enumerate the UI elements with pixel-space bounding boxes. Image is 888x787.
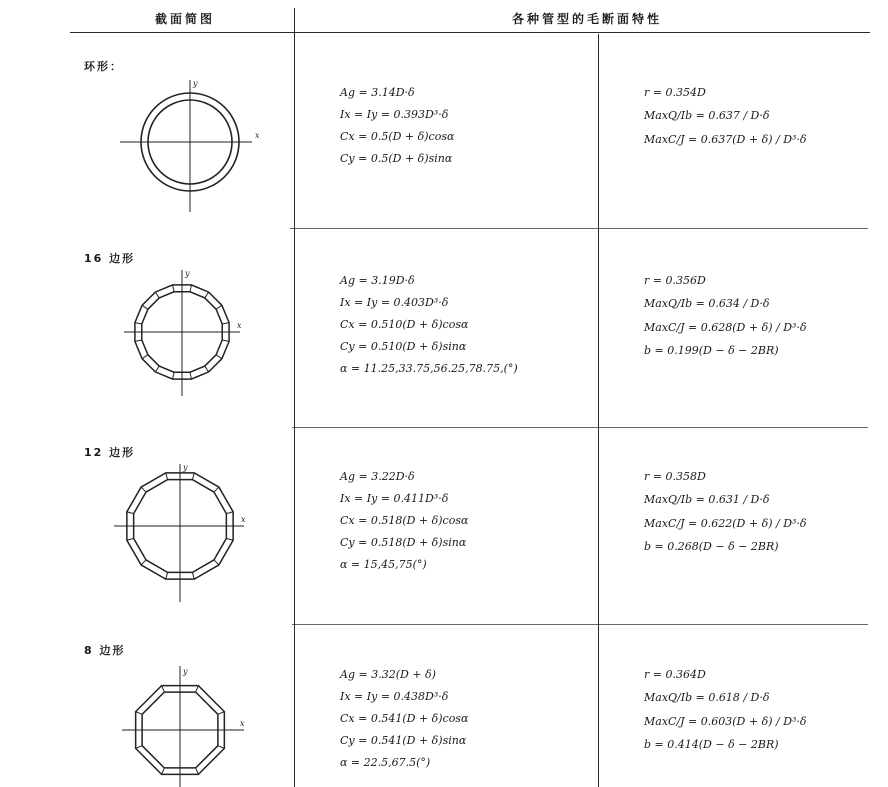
result-line: r = 0.354D [644,86,706,99]
polygon-corner-seam [218,712,224,715]
x-axis-label: x [240,719,245,728]
result-line: MaxQ/Ib = 0.634 / D·δ [644,297,770,310]
result-line: MaxC/J = 0.603(D + δ) / D³·δ [644,715,807,728]
polygon-corner-seam [205,366,209,372]
y-axis-label: y [193,79,198,88]
header-right: 各种管型的毛断面特性 [512,12,663,26]
polygon-corner-seam [216,305,222,309]
polygon-corner-seam [136,746,142,749]
polygon-corner-seam [173,372,174,379]
x-axis-label: x [241,515,246,524]
polygon-corner-seam [166,572,168,579]
column-divider-2 [598,34,599,787]
polygon-corner-seam [214,560,219,565]
row-label-8gon: 8 边形 [84,644,126,657]
header-rule [70,32,870,33]
row-label-12gon: 12 边形 [84,446,136,459]
polygon8-results [644,664,807,756]
prop-line: α = 11.25,33.75,56.25,78.75,(°) [340,362,518,375]
polygon-corner-seam [136,712,142,715]
polygon-corner-seam [127,512,134,514]
row-rule-2 [292,427,868,428]
result-line: MaxC/J = 0.622(D + δ) / D³·δ [644,517,807,530]
result-line: b = 0.268(D − δ − 2BR) [644,540,779,553]
polygon12-section-figure [110,462,250,604]
x-axis-label: x [255,131,260,140]
prop-line: Ix = Iy = 0.393D³·δ [340,108,449,121]
result-line: r = 0.356D [644,274,706,287]
polygon12-results [644,466,807,558]
prop-line: α = 22.5,67.5(°) [340,756,431,769]
ring-results [644,82,807,152]
row-rule-3 [292,624,868,625]
polygon-corner-seam [190,285,191,292]
ring-properties [340,82,454,170]
polygon-corner-seam [226,512,233,514]
row-label-16gon: 16 边形 [84,252,136,265]
polygon-corner-seam [226,538,233,540]
polygon-corner-seam [192,473,194,480]
prop-line: α = 15,45,75(°) [340,558,427,571]
x-axis-label: x [237,321,242,330]
polygon-corner-seam [135,340,142,341]
polygon-corner-seam [155,366,159,372]
polygon8-properties [340,664,468,774]
polygon-corner-seam [192,572,194,579]
result-line: MaxQ/Ib = 0.631 / D·δ [644,493,770,506]
prop-line: Cx = 0.5(D + δ)cosα [340,130,455,143]
polygon-corner-seam [166,473,168,480]
column-divider-1 [294,8,295,787]
polygon-corner-seam [162,768,165,774]
polygon-corner-seam [196,768,199,774]
header-left: 截面简图 [155,12,216,26]
polygon12-properties [340,466,468,576]
result-line: b = 0.199(D − δ − 2BR) [644,344,779,357]
polygon-corner-seam [142,305,148,309]
prop-line: Cy = 0.5(D + δ)sinα [340,152,453,165]
polygon-corner-seam [196,686,199,692]
prop-line: Cy = 0.541(D + δ)sinα [340,734,467,747]
y-axis-label: y [183,667,188,676]
polygon-corner-seam [162,686,165,692]
polygon-corner-seam [141,560,146,565]
result-line: MaxC/J = 0.637(D + δ) / D³·δ [644,133,807,146]
prop-line: Ag = 3.32(D + δ) [340,668,436,681]
result-line: b = 0.414(D − δ − 2BR) [644,738,779,751]
ring-section-figure [112,76,264,216]
prop-line: Cx = 0.510(D + δ)cosα [340,318,469,331]
result-line: MaxC/J = 0.628(D + δ) / D³·δ [644,321,807,334]
prop-line: Cx = 0.518(D + δ)cosα [340,514,469,527]
prop-line: Cy = 0.518(D + δ)sinα [340,536,467,549]
polygon-corner-seam [141,487,146,492]
result-line: r = 0.364D [644,668,706,681]
result-line: r = 0.358D [644,470,706,483]
result-line: MaxQ/Ib = 0.637 / D·δ [644,109,770,122]
row-rule-1 [290,228,868,229]
row-label-ring: 环形： [84,60,123,73]
result-line: MaxQ/Ib = 0.618 / D·δ [644,691,770,704]
prop-line: Ag = 3.14D·δ [340,86,415,99]
polygon-corner-seam [155,292,159,298]
polygon-corner-seam [190,372,191,379]
polygon16-results [644,270,807,362]
prop-line: Ix = Iy = 0.403D³·δ [340,296,449,309]
polygon-corner-seam [135,323,142,324]
prop-line: Cy = 0.510(D + δ)sinα [340,340,467,353]
y-axis-label: y [185,269,190,278]
prop-line: Ix = Iy = 0.438D³·δ [340,690,449,703]
polygon16-properties [340,270,518,380]
prop-line: Cx = 0.541(D + δ)cosα [340,712,469,725]
prop-line: Ix = Iy = 0.411D³·δ [340,492,449,505]
polygon-corner-seam [222,323,229,324]
polygon8-section-figure [118,664,250,787]
polygon-corner-seam [142,355,148,359]
polygon-corner-seam [173,285,174,292]
polygon-corner-seam [218,746,224,749]
prop-line: Ag = 3.22D·δ [340,470,415,483]
polygon-corner-seam [216,355,222,359]
polygon-corner-seam [214,487,219,492]
prop-line: Ag = 3.19D·δ [340,274,415,287]
polygon-corner-seam [222,340,229,341]
y-axis-label: y [183,463,188,472]
polygon-corner-seam [205,292,209,298]
polygon-corner-seam [127,538,134,540]
polygon16-section-figure [120,268,246,398]
